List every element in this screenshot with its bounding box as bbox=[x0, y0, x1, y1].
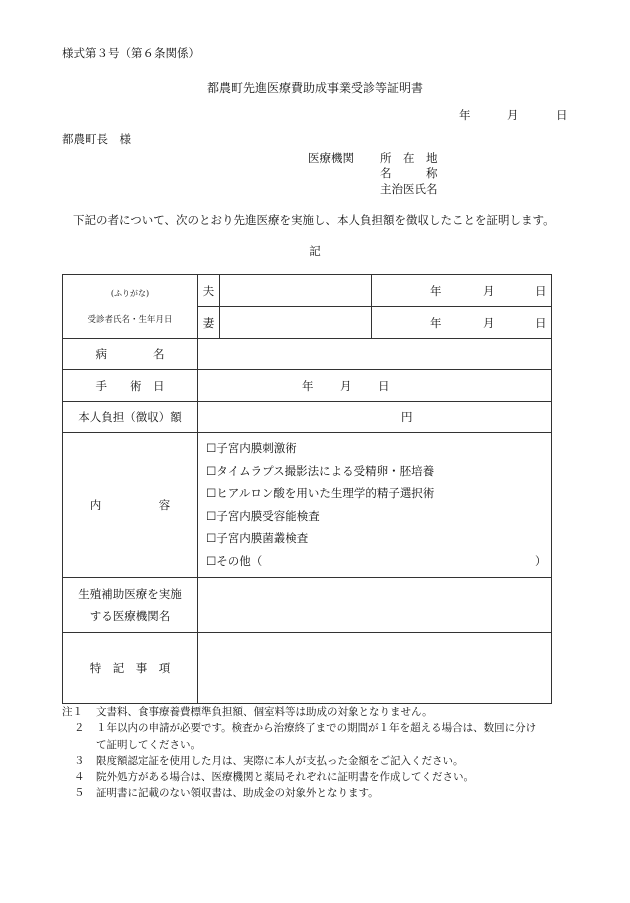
addressee: 都農町長 様 bbox=[62, 132, 131, 146]
content-checklist bbox=[198, 433, 552, 578]
husband-dob-year: 年 bbox=[430, 283, 442, 298]
patient-label-cell bbox=[63, 275, 198, 339]
content-item-endometrial-receptivity-test[interactable]: ☐子宮内膜受容能検査 bbox=[206, 508, 320, 523]
disease-row bbox=[63, 339, 552, 370]
institution-address-label: 所 在 地 bbox=[380, 151, 438, 165]
husband-dob-field[interactable] bbox=[372, 275, 552, 307]
note-row bbox=[62, 786, 582, 802]
wife-label: 妻 bbox=[198, 307, 220, 339]
content-label: 内 容 bbox=[63, 433, 198, 578]
surgery-date-day: 日 bbox=[378, 378, 390, 393]
note-row bbox=[62, 721, 582, 737]
note-row bbox=[62, 738, 582, 754]
patient-name-dob-label: 受診者氏名・生年月日 bbox=[87, 315, 173, 325]
wife-dob-month: 月 bbox=[483, 315, 495, 330]
issue-date-day-label: 日 bbox=[556, 108, 568, 122]
form-number: 様式第３号（第６条関係） bbox=[62, 46, 200, 60]
reproductive-institution-field[interactable] bbox=[198, 578, 552, 633]
disease-label: 病 名 bbox=[63, 339, 198, 370]
content-item-timelapse-culture[interactable]: ☐タイムラプス撮影法による受精卵・胚培養 bbox=[206, 463, 435, 478]
husband-name-field[interactable] bbox=[220, 275, 372, 307]
notes-section bbox=[62, 705, 582, 803]
issue-date-month-label: 月 bbox=[507, 108, 519, 122]
ki-heading: 記 bbox=[309, 244, 321, 258]
reproductive-institution-label bbox=[63, 578, 198, 633]
note-row bbox=[62, 770, 582, 786]
surgery-date-year: 年 bbox=[302, 378, 314, 393]
disease-field[interactable] bbox=[198, 339, 552, 370]
note-number: ２ bbox=[74, 722, 85, 735]
note-text: 文書料、食事療養費標準負担額、個室料等は助成の対象となりません。 bbox=[96, 706, 433, 718]
husband-row bbox=[63, 275, 552, 307]
note-text: 証明書に記載のない領収書は、助成金の対象外となります。 bbox=[96, 787, 379, 800]
content-item-hyaluronic-sperm-selection[interactable]: ☐ヒアルロン酸を用いた生理学的精子選択術 bbox=[206, 486, 435, 501]
certificate-table bbox=[62, 274, 552, 704]
remarks-field[interactable] bbox=[198, 633, 552, 704]
wife-dob-day: 日 bbox=[535, 315, 547, 330]
certification-statement: 下記の者について、次のとおり先進医療を実施し、本人負担額を徴収したことを証明します。 bbox=[73, 213, 555, 227]
furigana-label: (ふりがな) bbox=[110, 289, 150, 298]
content-item-other-close-paren: ） bbox=[535, 553, 547, 568]
surgery-date-field[interactable] bbox=[198, 370, 552, 402]
content-item-endometrial-microbiome-test[interactable]: ☐子宮内膜菌叢検査 bbox=[206, 531, 309, 546]
note-text: 院外処方がある場合は、医療機関と薬局それぞれに証明書を作成してください。 bbox=[96, 771, 474, 784]
note-number: 注１ bbox=[62, 706, 83, 718]
burden-row bbox=[63, 402, 552, 433]
wife-dob-field[interactable] bbox=[372, 307, 552, 339]
husband-dob-month: 月 bbox=[483, 283, 495, 298]
surgery-date-label: 手 術 日 bbox=[63, 370, 198, 402]
institution-label: 医療機関 bbox=[308, 151, 354, 165]
surgery-date-row bbox=[63, 370, 552, 402]
wife-dob-year: 年 bbox=[430, 315, 442, 330]
institution-name-label: 名 称 bbox=[380, 166, 438, 180]
surgery-date-month: 月 bbox=[340, 378, 352, 393]
note-number: ５ bbox=[74, 787, 85, 800]
wife-name-field[interactable] bbox=[220, 307, 372, 339]
note-number: ３ bbox=[74, 754, 85, 767]
burden-amount-field[interactable] bbox=[198, 402, 552, 433]
remarks-label: 特 記 事 項 bbox=[63, 633, 198, 704]
issue-date-year-label: 年 bbox=[459, 108, 471, 122]
institution-doctor-label: 主治医氏名 bbox=[380, 182, 438, 196]
husband-label: 夫 bbox=[198, 275, 220, 307]
note-text: 限度額認定証を使用した月は、実際に本人が支払った金額をご記入ください。 bbox=[96, 754, 464, 767]
note-text: １年以内の申請が必要です。検査から治療終了までの期間が１年を超える場合は、数回に分け bbox=[96, 722, 537, 735]
reproductive-label-line2: する医療機関名 bbox=[89, 609, 171, 623]
remarks-row bbox=[63, 633, 552, 704]
content-item-other[interactable] bbox=[206, 553, 551, 576]
note-text: て証明してください。 bbox=[96, 738, 201, 751]
note-row bbox=[62, 754, 582, 770]
burden-label: 本人負担（徴収）額 bbox=[63, 402, 198, 433]
yen-unit: 円 bbox=[401, 410, 413, 424]
document-title: 都農町先進医療費助成事業受診等証明書 bbox=[206, 81, 423, 95]
content-item-other-label: ☐その他（ bbox=[206, 553, 263, 568]
husband-dob-day: 日 bbox=[535, 283, 547, 298]
content-row bbox=[63, 433, 552, 578]
content-item-endometrial-stimulation[interactable]: ☐子宮内膜刺激術 bbox=[206, 441, 297, 455]
note-number: ４ bbox=[74, 771, 85, 784]
reproductive-institution-row bbox=[63, 578, 552, 633]
note-row bbox=[62, 705, 582, 721]
reproductive-label-line1: 生殖補助医療を実施 bbox=[78, 587, 182, 601]
